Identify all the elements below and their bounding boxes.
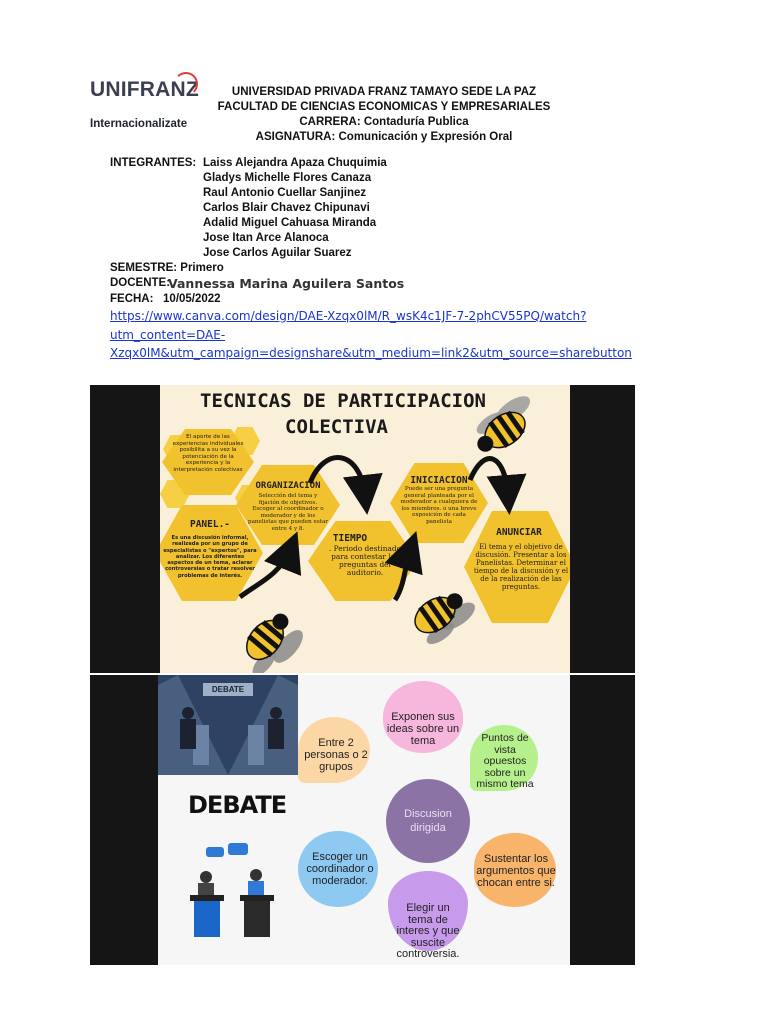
logo-seal-icon (174, 72, 198, 96)
canva-link[interactable]: Xzqx0lM&utm_campaign=designshare&utm_medium=link2&utm_source=sharebutton (110, 346, 632, 360)
panel-title: PANEL.- (189, 519, 231, 530)
poster1-title-line2: COLECTIVA (285, 416, 388, 438)
petal-text-topic: Elegir un tema de interes y que suscite controversia. (396, 902, 460, 960)
speech-bubble-icon (206, 847, 224, 857)
poster1-title-line1: TECNICAS DE PARTICIPACION (200, 390, 486, 412)
bee-icon (232, 606, 310, 673)
petal-text-arguments: Sustentar los argumentos que chocan entre si. (476, 853, 556, 889)
intro-text: El aporte de las experiencias individuales posibilita a su vez la potenciación de la experiencia y la interpretación colectivas (172, 434, 244, 473)
curved-arrow-icon (240, 550, 290, 597)
curved-arrow-icon (470, 459, 508, 495)
organizacion-title: ORGANIZACION (255, 481, 321, 491)
member-item: Adalid Miguel Cahuasa Miranda (203, 217, 377, 229)
header-subject: ASIGNATURA: Comunicación y Expresión Oral (255, 131, 513, 143)
petal-text-views: Puntos de vista opuestos sobre un mismo tema (476, 732, 534, 790)
unifranz-logo (90, 72, 200, 134)
curved-arrow-icon (395, 550, 410, 600)
member-item: Raul Antonio Cuellar Sanjinez (203, 187, 367, 199)
poster1-decor (160, 385, 570, 673)
semestre-line: SEMESTRE: Primero (110, 262, 224, 274)
anunciar-text: El tema y el objetivo de discusión. Presentar a los Panelistas. Determinar el tiempo de la discusión y el de la realización de las preguntas. (473, 543, 569, 591)
header-university: UNIVERSIDAD PRIVADA FRANZ TAMAYO SEDE LA PAZ (231, 86, 537, 98)
member-item: Gladys Michelle Flores Canaza (203, 172, 372, 184)
speaker-icon (182, 707, 194, 719)
debate-stage-illustration (158, 675, 298, 775)
podium-icon (244, 897, 270, 937)
member-item: Jose Carlos Aguilar Suarez (203, 247, 352, 259)
bee-icon (467, 391, 545, 461)
person-icon (250, 869, 262, 881)
poster2-canvas (158, 675, 570, 965)
petal-text-moderator: Escoger un coordinador o moderador. (306, 851, 374, 887)
logo-brand: UNIFRANZ (90, 78, 199, 101)
header-faculty: FACULTAD DE CIENCIAS ECONOMICAS Y EMPRESARIALES (217, 101, 551, 113)
participation-techniques-poster (90, 385, 635, 673)
speaker-icon (270, 707, 282, 719)
person-icon (200, 871, 212, 883)
header-career: CARRERA: Contaduría Publica (299, 116, 469, 128)
anunciar-title: ANUNCIAR (496, 527, 542, 538)
member-item: Jose Itan Arce Alanoca (203, 232, 329, 244)
fecha-line: FECHA: 10/05/2022 (110, 293, 221, 305)
petal-text-ideas: Exponen sus ideas sobre un tema (386, 711, 460, 747)
iniciacion-title: INICIACION (410, 475, 468, 486)
docente-label: DOCENTE: (110, 277, 171, 289)
center-text: Discusion dirigida (404, 808, 452, 834)
canva-link[interactable]: utm_content=DAE- (110, 328, 226, 342)
poster1-canvas (160, 385, 570, 673)
debate-poster (90, 675, 635, 965)
debate-sign: DEBATE (203, 683, 253, 696)
member-item: Carlos Blair Chavez Chipunavi (203, 202, 370, 214)
docente-name: Vannessa Marina Aguilera Santos (168, 276, 405, 291)
tiempo-title: TIEMPO (332, 533, 368, 544)
curved-arrow-icon (310, 458, 365, 495)
logo-tagline: Internacionalizate (90, 118, 188, 130)
organizacion-text: Selección del tema y fijación de objetivos. Escoger al coordinador o moderador y de los panelistas que pueden estar entre 4 y 8. (248, 493, 328, 532)
speech-bubble-icon (228, 843, 248, 855)
podium-illustration (178, 835, 288, 945)
member-item: Laiss Alejandra Apaza Chuquimia (203, 157, 387, 169)
iniciacion-text: Puede ser una pregunta general planteada por el moderador a cualquiera de los miembros. o una breve exposición de cada panelista (400, 486, 478, 525)
panel-text: Es una discusión informal, realizada por un grupo de especialistas o "expertos", para analizar. Los diferentes aspectos de un tema, aclarar controversias o tratar resolver problemas de interés. (163, 535, 257, 579)
petal-text-groups: Entre 2 personas o 2 grupos (304, 737, 368, 773)
debate-big-title: DEBATE (188, 791, 287, 819)
tiempo-text: . Periodo destinado para contestar las preguntas del auditorio. (328, 544, 402, 577)
canva-link[interactable]: https://www.canva.com/design/DAE-Xzqx0lM/R_wsK4c1JF-7-2phCV55PQ/watch? (110, 309, 587, 323)
integrantes-label: INTEGRANTES: (110, 157, 197, 169)
podium-icon (194, 897, 220, 937)
bee-icon (408, 581, 480, 648)
